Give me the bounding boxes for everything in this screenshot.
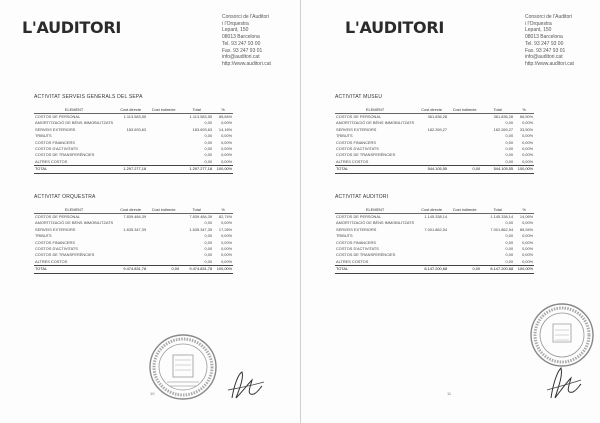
column-header-direct: Cost directe — [415, 102, 448, 114]
table-cell-concept: COSTOS DE TRANSFERÈNCIES — [336, 252, 396, 258]
table-cell-total: 9.474.831,78 — [180, 266, 213, 273]
table-cell-total: 0,00 — [505, 252, 514, 258]
table-row — [34, 214, 233, 221]
table-cell-concept: ALTRES COSTOS — [336, 258, 369, 264]
table-row — [34, 159, 233, 166]
table-cell-pct: 14,16% — [218, 126, 233, 132]
table-cell-pct: 100,00% — [514, 266, 534, 273]
table-cell-indirect — [147, 166, 180, 173]
table-cell-total: 0,00 — [204, 120, 213, 126]
column-header-concept: ELEMENT — [335, 102, 415, 114]
table-row — [34, 114, 233, 121]
table-cell-total: 182.269,27 — [493, 126, 514, 132]
table-cell-indirect — [448, 114, 481, 121]
table-cell-total: 0,00 — [204, 252, 213, 258]
table-cell-concept: COSTOS FINANCERS — [35, 139, 75, 145]
table-cell-pct: 0,00% — [221, 152, 233, 158]
table-total-row — [34, 266, 233, 273]
table-cell-pct: 0,00% — [522, 239, 534, 245]
table-cell-total: 0,00 — [505, 133, 514, 139]
table-cell-indirect: 0,00 — [147, 266, 180, 273]
table-cell-indirect — [448, 159, 481, 166]
table-cell-direct: 544.105,55 — [415, 166, 448, 173]
table-cell-pct: 100,00% — [213, 266, 233, 273]
table-cell-direct: 1.145.338,14 — [424, 214, 448, 219]
table-cell-pct: 0,00% — [522, 158, 534, 164]
table-header-row — [335, 102, 534, 114]
table-total-row — [335, 166, 534, 173]
column-header-indirect: Cost indirecte — [448, 202, 481, 214]
table-cell-direct: 182.269,27 — [427, 126, 448, 132]
table-cell-indirect — [147, 114, 180, 121]
table-cell-total: 0,00 — [204, 133, 213, 139]
table-cell-direct: 361.836,28 — [427, 114, 448, 119]
table-cell-pct: 0,00% — [221, 220, 233, 226]
table-cell-direct: 1.297.277,18 — [114, 166, 147, 173]
table-header-row — [34, 202, 233, 214]
column-header-pct: % — [213, 102, 233, 114]
table-cell-total: 0,00 — [505, 258, 514, 264]
table-cell-pct: 0,00% — [522, 233, 534, 239]
table-cell-concept: TRIBUTS — [336, 133, 353, 139]
table-cell-concept: COSTOS FINANCERS — [336, 239, 376, 245]
page-number-right: 11 — [447, 391, 452, 396]
table-cell-concept: COSTOS DE PERSONAL — [336, 114, 382, 119]
table-cell-direct: 8.147.200,68 — [415, 266, 448, 273]
table-cell-pct: 0,00% — [221, 133, 233, 139]
table-cell-total: 1.635.347,39 — [189, 226, 213, 232]
table-row — [335, 214, 534, 221]
column-header-pct: % — [213, 202, 233, 214]
table-cell-pct: 14,06% — [519, 214, 534, 219]
table-cell-pct: 0,00% — [221, 158, 233, 164]
table-cell-direct — [415, 259, 448, 266]
table-cell-concept: TOTAL — [34, 266, 114, 273]
table-cell-pct: 0,00% — [522, 139, 534, 145]
table-cell-total: 0,00 — [204, 158, 213, 164]
table-cell-direct: 1.635.347,39 — [123, 226, 147, 232]
signature-left — [224, 368, 266, 404]
table-cell-concept: COSTOS D'ACTIVITATS — [35, 146, 78, 152]
column-header-indirect: Cost indirecte — [448, 102, 481, 114]
table-cell-total: 7.839.484,39 — [189, 214, 213, 219]
table-cell-concept: COSTOS FINANCERS — [35, 239, 75, 245]
table-row — [335, 259, 534, 266]
table-cell-total: 0,00 — [505, 146, 514, 152]
table-cell-total: 0,00 — [505, 246, 514, 252]
table-cell-concept: SERVEIS EXTERIORS — [35, 226, 76, 232]
table-row — [34, 127, 233, 133]
table-cell-pct: 0,00% — [221, 258, 233, 264]
table-header-row — [34, 102, 233, 114]
table-cell-indirect — [448, 214, 481, 221]
table-cell-concept: COSTOS DE PERSONAL — [35, 114, 81, 119]
table-cell-pct: 0,00% — [522, 133, 534, 139]
right-page — [300, 0, 600, 423]
column-header-direct: Cost directe — [415, 202, 448, 214]
table-cell-concept: TRIBUTS — [35, 233, 52, 239]
table-cell-total: 1.113.583,55 — [189, 114, 213, 119]
column-header-pct: % — [514, 102, 534, 114]
table-cell-pct: 0,00% — [522, 220, 534, 226]
table-cell-concept: AMORTITZACIÓ DE BÉNS IMMOBILITZATS — [35, 120, 114, 126]
table-cell-concept: TOTAL — [335, 266, 415, 273]
table-cell-concept: COSTOS D'ACTIVITATS — [336, 146, 379, 152]
table-cell-concept: SERVEIS EXTERIORS — [336, 226, 377, 232]
column-header-direct: Cost directe — [114, 202, 147, 214]
table-cell-indirect: 0,00 — [448, 166, 481, 173]
table-cell-total: 0,00 — [204, 233, 213, 239]
table-cell-total: 0,00 — [204, 239, 213, 245]
table-cell-concept: TOTAL — [335, 166, 415, 173]
table-cell-concept: COSTOS DE PERSONAL — [35, 214, 81, 219]
table-cell-pct: 0,00% — [522, 146, 534, 152]
table-orquestra — [34, 202, 233, 274]
table-cell-pct: 100,00% — [213, 166, 233, 173]
address-block: Consorci de l'Auditori i l'Orquestra Lepant, 150 08013 Barcelona Tel. 93 247 93 00 Fax. 93 247 93 01 info@auditori.cat http://www.auditori.cat — [222, 14, 271, 67]
auditori-logo: L'AUDITORI — [345, 18, 445, 37]
table-cell-total: 7.001.862,54 — [490, 226, 514, 232]
table-cell-total: 0,00 — [505, 158, 514, 164]
table-row — [335, 159, 534, 166]
table-cell-direct: 1.113.583,55 — [123, 114, 147, 119]
table-cell-pct: 17,26% — [218, 226, 233, 232]
table-cell-total: 1.297.277,18 — [180, 166, 213, 173]
table-cell-total: 0,00 — [204, 220, 213, 226]
table-cell-pct: 82,74% — [218, 214, 233, 219]
table-cell-pct: 0,00% — [221, 239, 233, 245]
table-cell-concept: TRIBUTS — [35, 133, 52, 139]
table-row — [335, 114, 534, 121]
table-cell-total: 0,00 — [204, 258, 213, 264]
table-row — [335, 127, 534, 133]
table-cell-concept: SERVEIS EXTERIORS — [35, 126, 76, 132]
column-header-concept: ELEMENT — [34, 102, 114, 114]
table-cell-pct: 0,00% — [221, 252, 233, 258]
page-number-left: 10 — [150, 391, 155, 396]
table-cell-concept: ALTRES COSTOS — [35, 258, 68, 264]
table-cell-total: 183.693,63 — [192, 126, 213, 132]
table-cell-pct: 0,00% — [221, 146, 233, 152]
official-seal-left — [145, 330, 221, 404]
table-cell-pct: 0,00% — [221, 233, 233, 239]
table-cell-total: 0,00 — [204, 139, 213, 145]
table-cell-total: 0,00 — [505, 152, 514, 158]
column-header-concept: ELEMENT — [34, 202, 114, 214]
table-cell-pct: 0,00% — [522, 120, 534, 126]
table-total-row — [34, 166, 233, 173]
section-title-museu: ACTIVITAT MUSEU — [335, 94, 383, 100]
signature-right — [541, 364, 583, 404]
table-cell-direct: 183.693,63 — [126, 126, 147, 132]
official-seal-right — [527, 300, 597, 370]
table-cell-pct: 0,00% — [522, 258, 534, 264]
table-cell-indirect — [147, 214, 180, 221]
table-cell-total: 8.147.200,68 — [481, 266, 514, 273]
table-cell-concept: SERVEIS EXTERIORS — [336, 126, 377, 132]
table-cell-direct — [114, 159, 147, 166]
section-title-auditori: ACTIVITAT AUDITORI — [335, 194, 389, 200]
table-cell-indirect — [147, 259, 180, 266]
table-cell-pct: 0,00% — [522, 252, 534, 258]
table-cell-concept: ALTRES COSTOS — [336, 158, 369, 164]
table-cell-direct — [114, 259, 147, 266]
section-title-orquestra: ACTIVITAT ORQUESTRA — [34, 194, 96, 200]
table-cell-total: 0,00 — [505, 120, 514, 126]
table-total-row — [335, 266, 534, 273]
table-cell-pct: 0,00% — [221, 120, 233, 126]
table-cell-pct: 0,00% — [221, 139, 233, 145]
table-cell-concept: COSTOS DE TRANSFERÈNCIES — [35, 152, 95, 158]
table-cell-total: 1.145.338,14 — [490, 214, 514, 219]
table-cell-total: 0,00 — [204, 246, 213, 252]
table-cell-concept: TRIBUTS — [336, 233, 353, 239]
auditori-logo: L'AUDITORI — [22, 18, 122, 37]
address-block: Consorci de l'Auditori i l'Orquestra Lepant, 150 08013 Barcelona Tel. 93 247 93 00 Fax. 93 247 93 01 info@auditori.cat http://www.auditori.cat — [525, 14, 574, 67]
table-cell-direct: 9.474.831,78 — [114, 266, 147, 273]
table-cell-concept: COSTOS D'ACTIVITATS — [35, 246, 78, 252]
table-cell-concept: COSTOS DE TRANSFERÈNCIES — [336, 152, 396, 158]
table-auditori — [335, 202, 534, 274]
table-cell-pct: 0,00% — [221, 246, 233, 252]
table-cell-concept: AMORTITZACIÓ DE BÉNS IMMOBILITZATS — [336, 220, 415, 226]
table-cell-concept: AMORTITZACIÓ DE BÉNS IMMOBILITZATS — [35, 220, 114, 226]
table-cell-total: 0,00 — [505, 233, 514, 239]
column-header-direct: Cost directe — [114, 102, 147, 114]
table-cell-pct: 85,94% — [519, 226, 534, 232]
section-title-serveis-generals: ACTIVITAT SERVEIS GENERALS DEL SEPA — [34, 94, 143, 100]
column-header-concept: ELEMENT — [335, 202, 415, 214]
table-cell-indirect — [448, 259, 481, 266]
table-cell-concept: COSTOS FINANCERS — [336, 139, 376, 145]
table-cell-pct: 100,00% — [514, 166, 534, 173]
column-header-total: Total — [481, 202, 514, 214]
column-header-total: Total — [481, 102, 514, 114]
table-cell-concept: TOTAL — [34, 166, 114, 173]
table-serveis-generals — [34, 102, 233, 174]
column-header-total: Total — [180, 202, 213, 214]
column-header-indirect: Cost indirecte — [147, 202, 180, 214]
table-cell-direct: 7.839.484,39 — [123, 214, 147, 219]
table-cell-direct — [415, 159, 448, 166]
table-cell-indirect — [147, 159, 180, 166]
table-cell-pct: 0,00% — [522, 152, 534, 158]
table-row — [335, 227, 534, 233]
table-cell-pct: 33,50% — [519, 126, 534, 132]
column-header-total: Total — [180, 102, 213, 114]
table-cell-indirect: 0,00 — [448, 266, 481, 273]
table-header-row — [335, 202, 534, 214]
column-header-pct: % — [514, 202, 534, 214]
table-cell-total: 0,00 — [505, 239, 514, 245]
table-cell-concept: COSTOS D'ACTIVITATS — [336, 246, 379, 252]
column-header-indirect: Cost indirecte — [147, 102, 180, 114]
table-cell-pct: 0,00% — [522, 246, 534, 252]
table-cell-total: 0,00 — [204, 152, 213, 158]
table-museu — [335, 102, 534, 174]
table-row — [34, 227, 233, 233]
table-cell-total: 0,00 — [505, 139, 514, 145]
table-cell-concept: ALTRES COSTOS — [35, 158, 68, 164]
table-cell-total: 544.105,55 — [481, 166, 514, 173]
table-cell-total: 0,00 — [505, 220, 514, 226]
table-cell-concept: AMORTITZACIÓ DE BÉNS IMMOBILITZATS — [336, 120, 415, 126]
table-cell-direct: 7.001.862,54 — [424, 226, 448, 232]
table-cell-pct: 66,50% — [519, 114, 534, 119]
table-cell-total: 361.836,28 — [493, 114, 514, 119]
table-cell-pct: 85,84% — [218, 114, 233, 119]
table-row — [34, 259, 233, 266]
table-cell-total: 0,00 — [204, 146, 213, 152]
table-cell-concept: COSTOS DE PERSONAL — [336, 214, 382, 219]
table-cell-concept: COSTOS DE TRANSFERÈNCIES — [35, 252, 95, 258]
